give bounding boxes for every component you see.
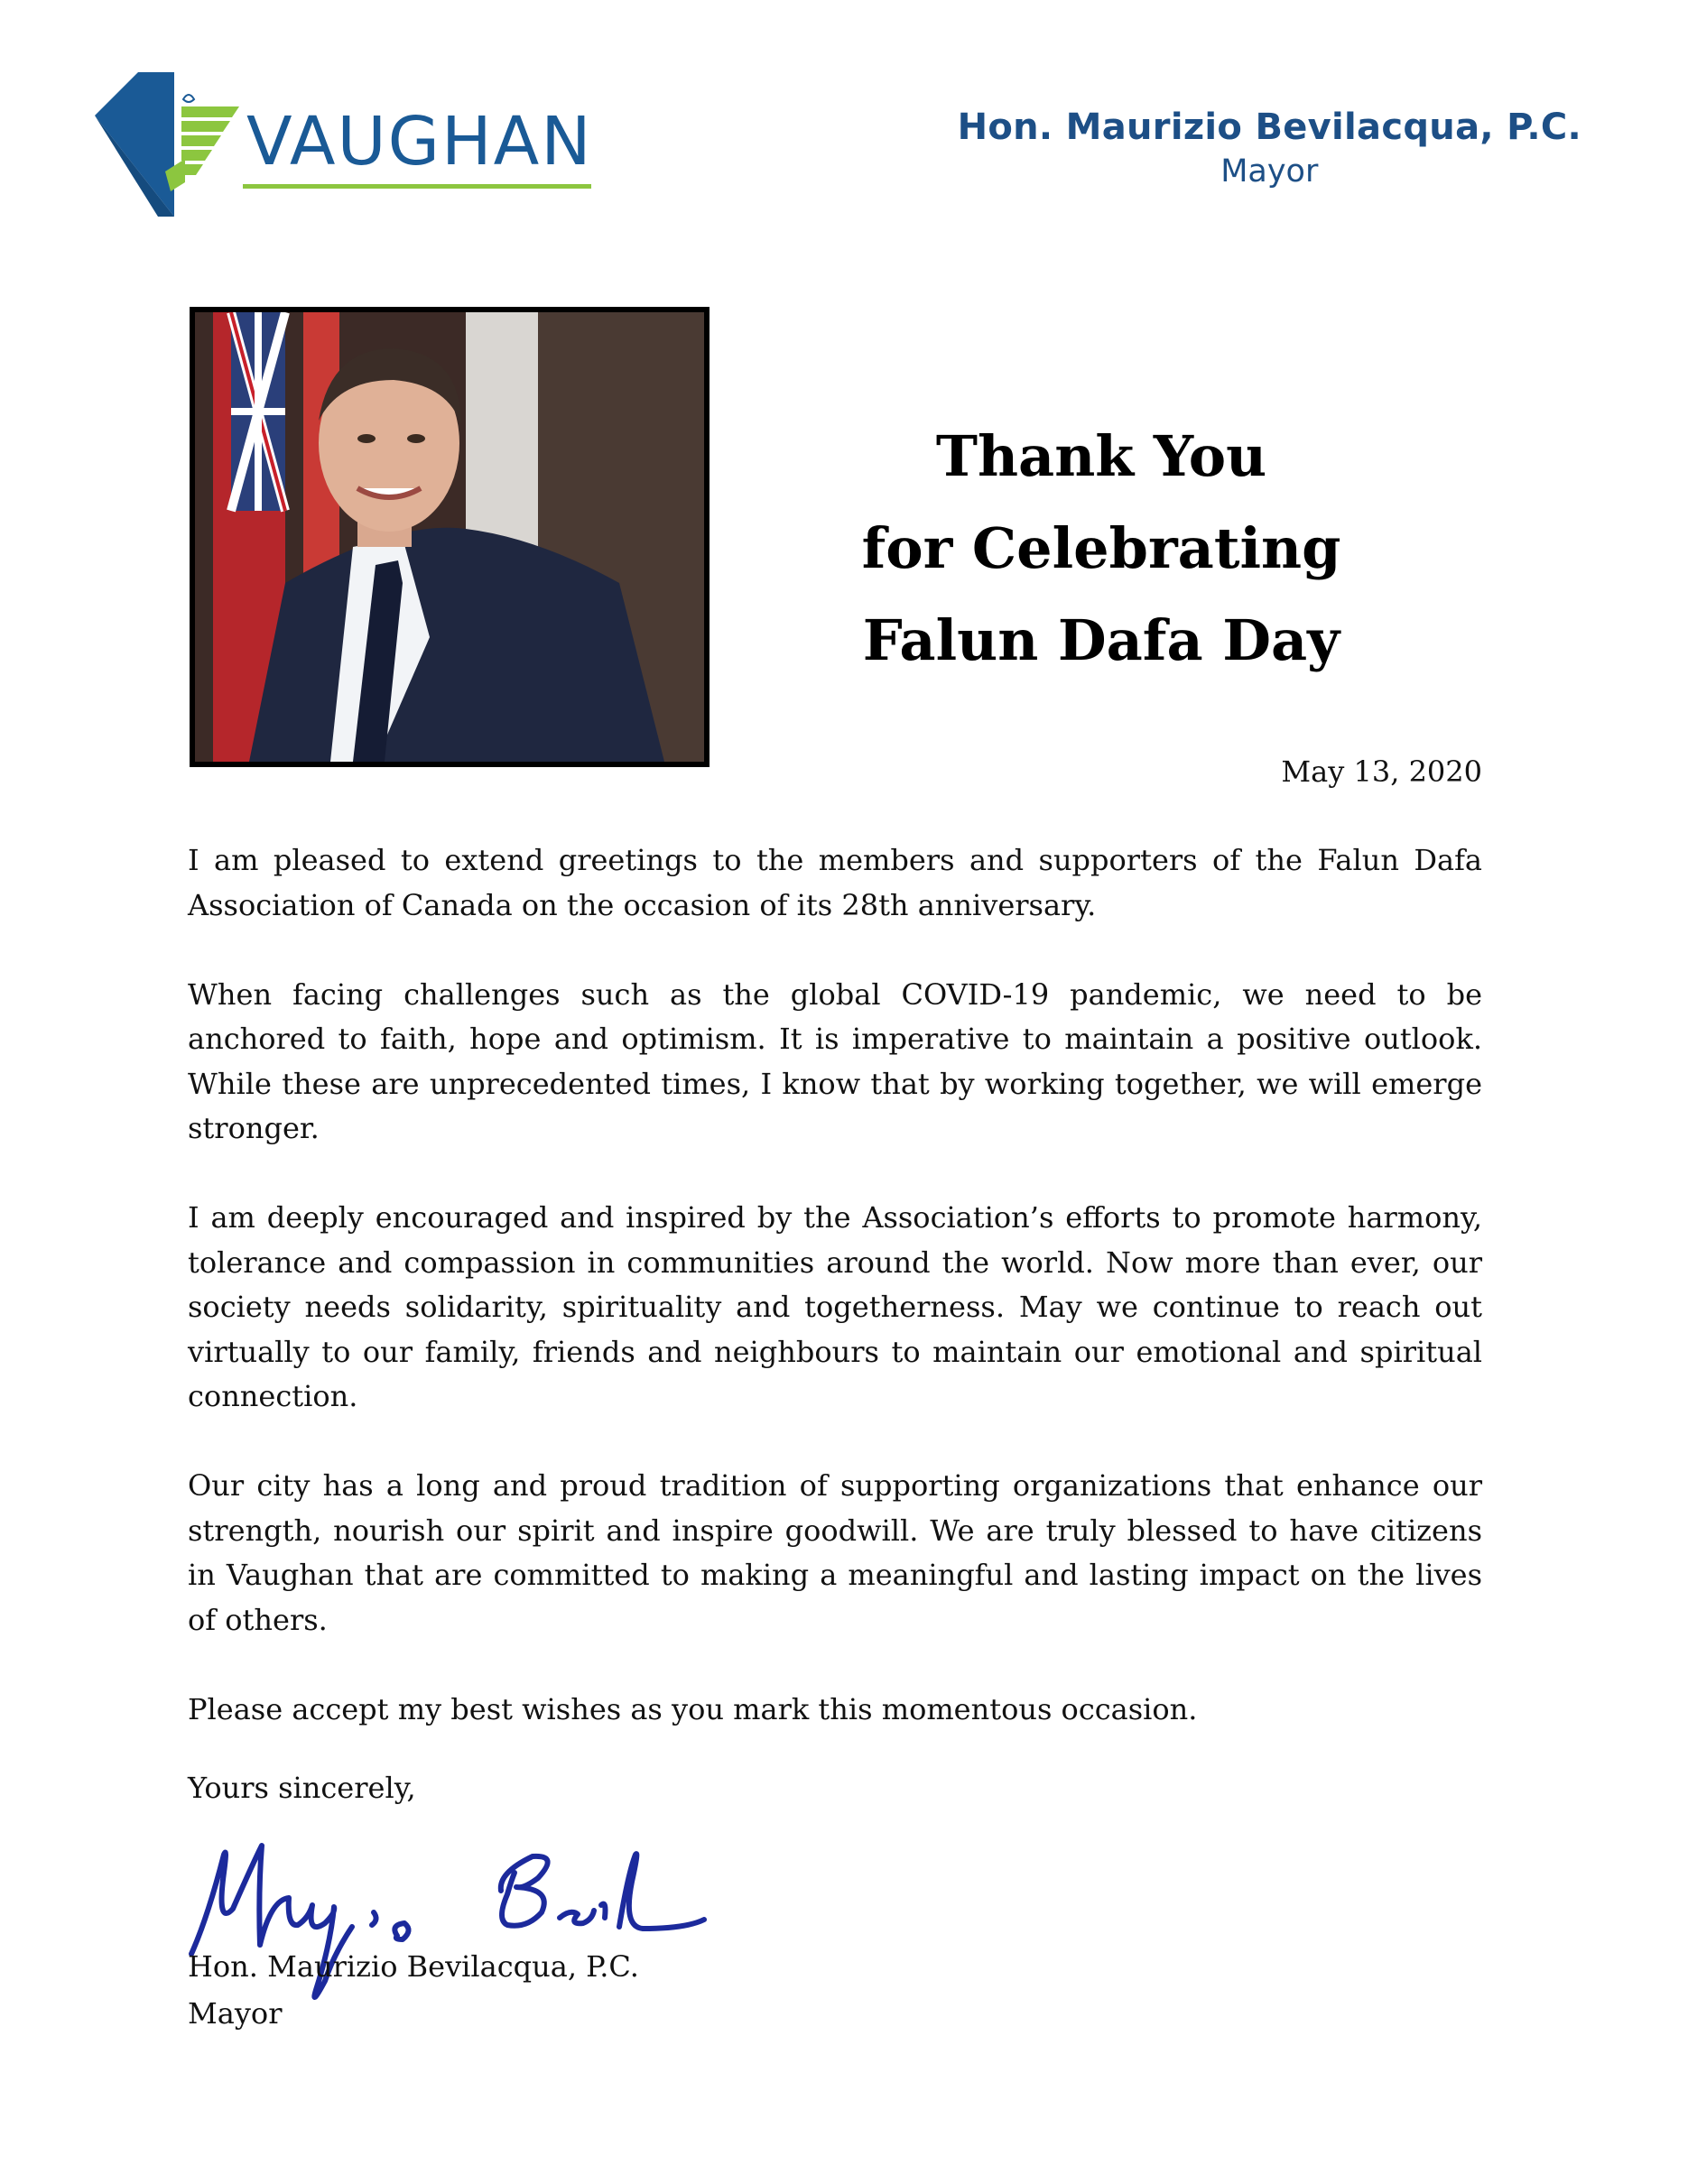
letter-body <box>188 838 1482 1777</box>
vaughan-logo <box>95 72 600 226</box>
mayor-portrait-photo <box>190 307 710 767</box>
signer-block <box>188 1943 639 2037</box>
body-paragraph: I am pleased to extend greetings to the members and supporters of the Falun Dafa Association of Canada on the occasion of its 28th anniversary. <box>188 843 1482 922</box>
body-paragraph: Please accept my best wishes as you mark this momentous occasion. <box>188 1691 1198 1726</box>
header-mayor-title: Mayor <box>1220 153 1319 190</box>
mayor-header <box>958 106 1581 190</box>
body-paragraph: When facing challenges such as the global COVID-19 pandemic, we need to be anchored to faith, hope and optimism. It is imperative to maintain a positive outlook. While these are unprecedented times, I know that by working together, we will emerge stronger. <box>188 976 1482 1145</box>
body-paragraph: I am deeply encouraged and inspired by the Association’s efforts to promote harmony, tolerance and compassion in communities around the world. Now more than ever, our society needs solidarity, spirituality and togetherness. May we continue to reach out virtually to our family, friends and neighbours to maintain our emotional and spiritual connection. <box>188 1200 1482 1413</box>
headline-line-1: Thank You <box>935 423 1267 489</box>
letter-date: May 13, 2020 <box>1281 754 1482 789</box>
mayor-portrait-icon <box>195 312 704 762</box>
header-mayor-name: Hon. Maurizio Bevilacqua, P.C. <box>957 106 1581 148</box>
signer-name: Hon. Maurizio Bevilacqua, P.C. <box>188 1949 639 1984</box>
headline-line-3: Falun Dafa Day <box>862 607 1340 673</box>
signer-title: Mayor <box>188 1996 283 2031</box>
headline-line-2: for Celebrating <box>861 515 1341 581</box>
closing-salutation: Yours sincerely, <box>188 1771 416 1805</box>
body-paragraph: Our city has a long and proud tradition of supporting organizations that enhance our strength, nourish our spirit and inspire goodwill. We are truly blessed to have citizens in Vaughan that are committed to making a meaningful and lasting impact on the lives of others. <box>188 1468 1482 1637</box>
headline <box>794 411 1408 687</box>
logo-wordmark: VAUGHAN <box>246 103 593 180</box>
